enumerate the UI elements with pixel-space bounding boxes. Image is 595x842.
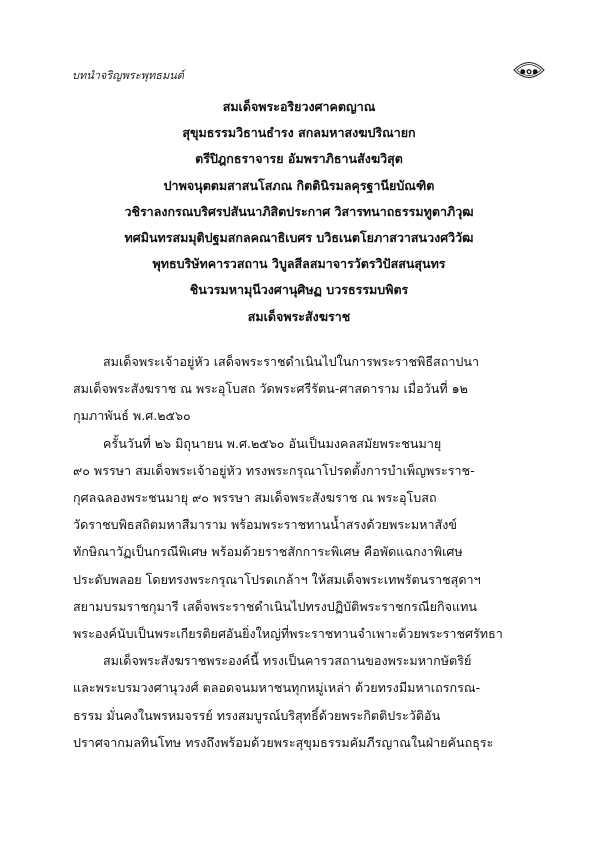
paragraph-line: ธรรม มั่นคงในพรหมจรรย์ ทรงสมบูรณ์บริสุทธิ์ด้วยพระกิตติประวัติอัน — [73, 707, 441, 723]
paragraph-line: สมเด็จพระสังฆราชพระองค์นี้ ทรงเป็นคารวสถานของพระมหากษัตริย์ — [103, 653, 472, 669]
page-number-badge — [512, 57, 546, 83]
paragraph-line: และพระบรมวงศานุวงศ์ ตลอดจนมหาชนทุกหมู่เหล่า ด้วยทรงมีมหาเถรกรณ- — [73, 680, 481, 696]
title-line: วชิราลงกรณบริศรปสันนาภิสิตประกาศ วิสารทนาถธรรมทูตาภิวุฒ — [124, 203, 474, 219]
paragraph-line: ทักษิณาวัฏเป็นกรณีพิเศษ พร้อมด้วยราชสักการะพิเศษ คือพัดแฉกงาพิเศษ — [73, 544, 463, 560]
paragraph-line: ๙๐ พรรษา สมเด็จพระเจ้าอยู่หัว ทรงพระกรุณาโปรดตั้งการบำเพ็ญพระราช- — [73, 462, 475, 478]
paragraph-line: สมเด็จพระสังฆราช ณ พระอุโบสถ วัดพระศรีรัตน-ศาสดาราม เมื่อวันที่ ๑๒ — [73, 381, 468, 397]
paragraph-line: ครั้นวันที่ ๒๖ มิถุนายน พ.ศ.๒๕๖๐ อันเป็นมงคลสมัยพระชนมายุ — [103, 435, 442, 451]
paragraph-line: วัดราชบพิธสถิตมหาสีมาราม พร้อมพระราชทานน้ำสรงด้วยพระมหาสังข์ — [73, 517, 457, 533]
body-text — [73, 348, 541, 756]
title-line: สมเด็จพระสังฆราช — [247, 308, 351, 324]
paragraph-line: สมเด็จพระเจ้าอยู่หัว เสด็จพระราชดำเนินไปในการพระราชพิธีสถาปนา — [103, 354, 480, 369]
paragraph-line: พระองค์นับเป็นพระเกียรติยศอันยิ่งใหญ่ที่พระราชทานจำเพาะด้วยพระราชศรัทธา — [73, 626, 503, 642]
title-line: สุขุมธรรมวิธานธำรง สกลมหาสงฆปริณายก — [182, 125, 416, 141]
title-block — [64, 94, 534, 330]
paragraph-line: ประดับพลอย โดยทรงพระกรุณาโปรดเกล้าฯ ให้สมเด็จพระเทพรัตนราชสุดาฯ — [73, 571, 481, 587]
running-header: บทนำจริญพระพุทธมนต์ — [72, 69, 184, 82]
title-line: ทศมินทรสมมุติปฐมสกลคณาธิเบศร บวิธเนตโยภาสวาสนวงศวิวัฒ — [124, 230, 474, 246]
title-line: ตรีปิฎกธราจารย อัมพราภิธานสังฆวิสุต — [195, 151, 403, 167]
paragraph-line: ปราศจากมลทินโทษ ทรงถึงพร้อมด้วยพระสุขุมธรรมคัมภีรญาณในฝ่ายคันถธุระ — [73, 734, 494, 750]
page-number: ๑๐๑ — [519, 66, 539, 77]
title-line: ชินวรมหามุนีวงศานุศิษฏ บวรธรรมบพิตร — [189, 282, 409, 298]
paragraph-line: กุศลฉลองพระชนมายุ ๙๐ พรรษา สมเด็จพระสังฆราช ณ พระอุโบสถ — [73, 490, 437, 506]
page-number-emblem-icon — [512, 57, 546, 83]
title-line: สมเด็จพระอริยวงศาคตญาณ — [222, 99, 376, 114]
paragraph-line: กุมภาพันธ์ พ.ศ.๒๕๖๐ — [73, 408, 191, 424]
title-line: ปาพจนุตตมสาสนโสภณ กิตตินิรมลคุรฐานียบัณฑิต — [163, 177, 435, 193]
paragraph-line: สยามบรมราชกุมารี เสด็จพระราชดำเนินไปทรงปฏิบัติพระราชกรณียกิจแทน — [73, 598, 478, 614]
title-line: พุทธบริษัทคารวสถาน วิบูลสีลสมาจารวัตรวิปัสสนสุนทร — [152, 256, 446, 272]
